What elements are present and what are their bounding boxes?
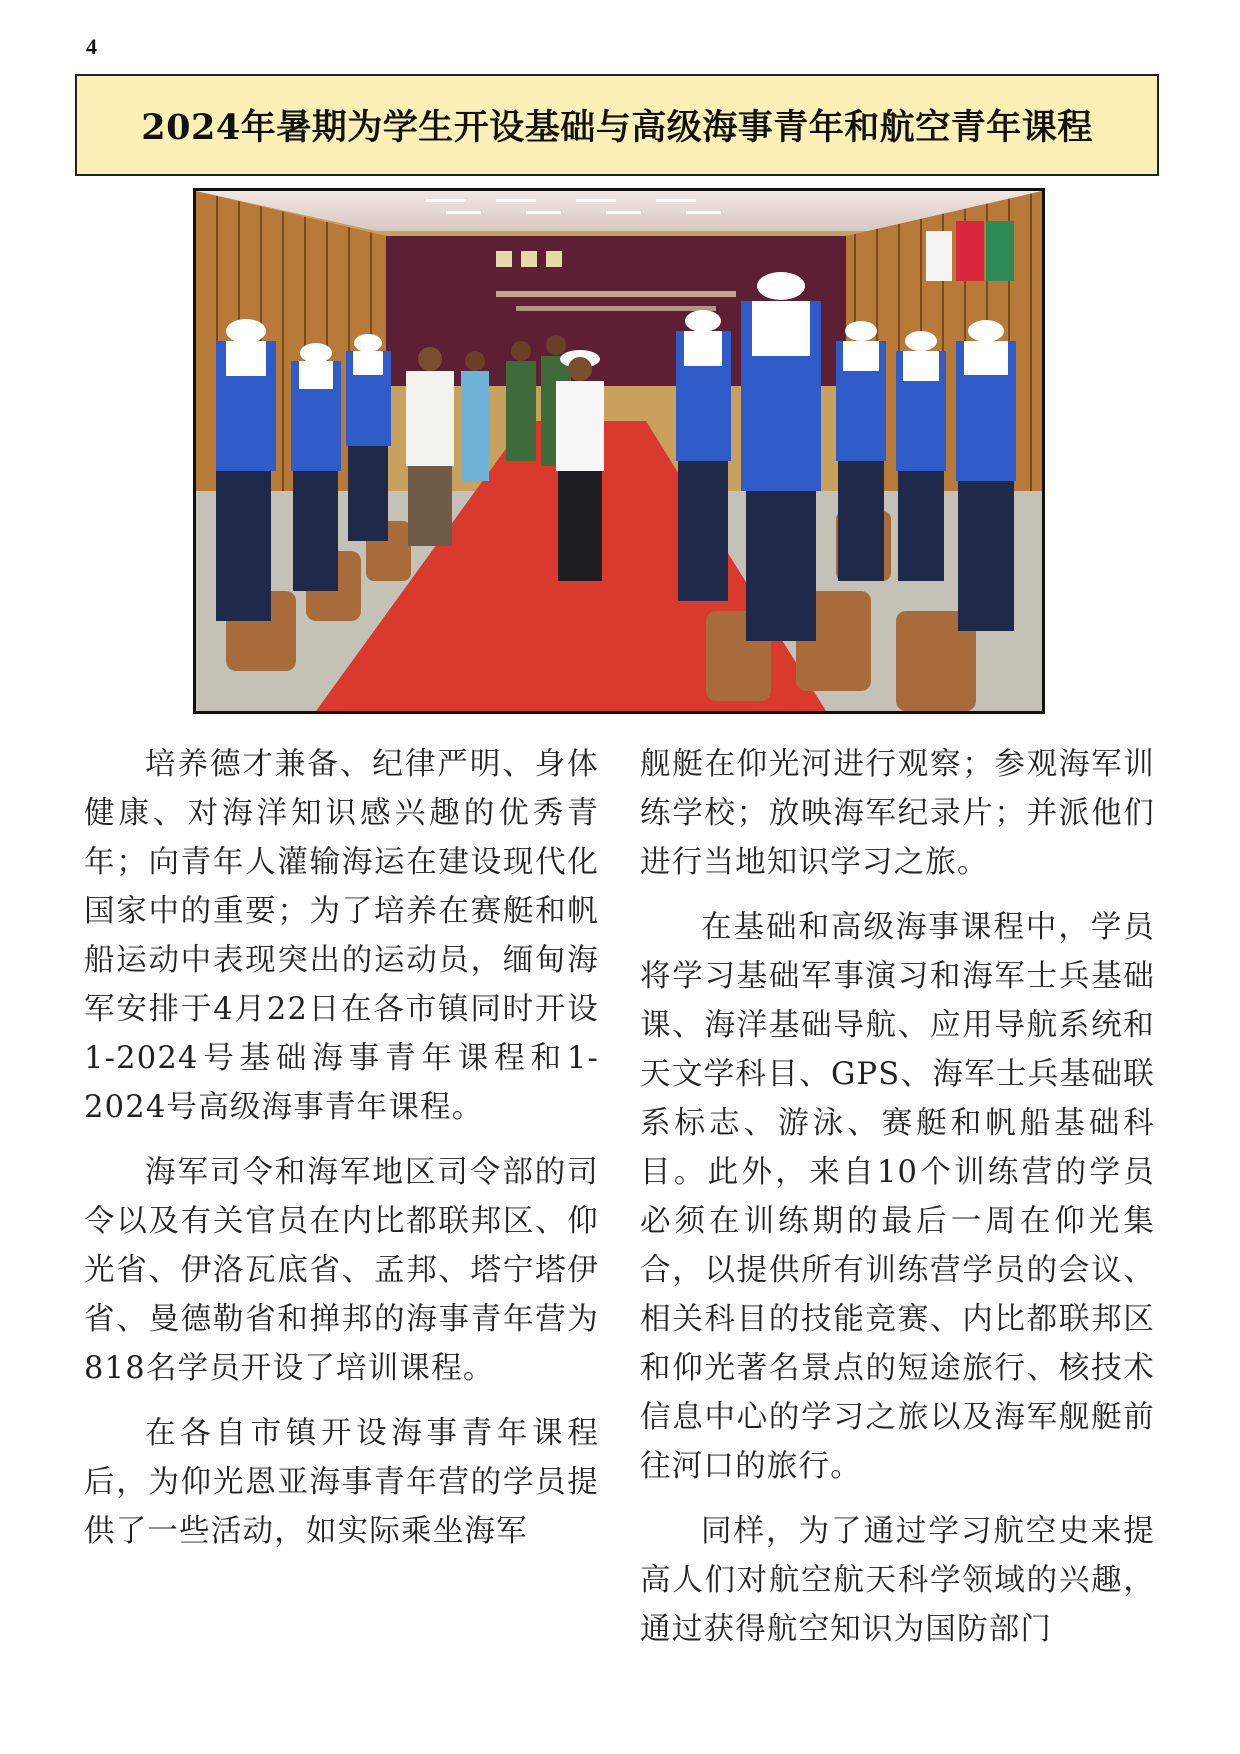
- paragraph: 同样，为了通过学习航空史来提高人们对航空航天科学领域的兴趣，通过获得航空知识为国防部门: [640, 1514, 1155, 1647]
- ceremony-photo-icon: [196, 191, 1042, 711]
- paragraph: 培养德才兼备、纪律严明、身体健康、对海洋知识感兴趣的优秀青年；向青年人灌输海运在建设现代化国家中的重要；为了培养在赛艇和帆船运动中表现突出的运动员，缅甸海军安排于4月22日在各市镇同时开设1-2024号基础海事青年课程和1-2024号高级海事青年课程。: [84, 747, 599, 1125]
- paragraph: 舰艇在仰光河进行观察；参观海军训练学校；放映海军纪录片；并派他们进行当地知识学习之旅。: [640, 747, 1155, 880]
- title-banner: [75, 74, 1159, 176]
- left-column: [84, 740, 599, 1572]
- paragraph: 海军司令和海军地区司令部的司令以及有关官员在内比都联邦区、仰光省、伊洛瓦底省、孟邦、塔宁塔伊省、曼德勒省和掸邦的海事青年营为818名学员开设了培训课程。: [84, 1155, 599, 1386]
- right-column: [640, 740, 1155, 1670]
- page-number: 4: [86, 34, 97, 59]
- paragraph: 在各自市镇开设海事青年课程后，为仰光恩亚海事青年营的学员提供了一些活动，如实际乘坐海军: [84, 1416, 599, 1549]
- ceremony-photo: [193, 188, 1045, 714]
- page-title: 2024年暑期为学生开设基础与高级海事青年和航空青年课程: [141, 107, 1093, 148]
- paragraph: 在基础和高级海事课程中，学员将学习基础军事演习和海军士兵基础课、海洋基础导航、应用导航系统和天文学科目、GPS、海军士兵基础联系标志、游泳、赛艇和帆船基础科目。此外，来自10个训练营的学员必须在训练期的最后一周在仰光集合，以提供所有训练营学员的会议、相关科目的技能竞赛、内比都联邦区和仰光著名景点的短途旅行、核技术信息中心的学习之旅以及海军舰艇前往河口的旅行。: [640, 910, 1155, 1484]
